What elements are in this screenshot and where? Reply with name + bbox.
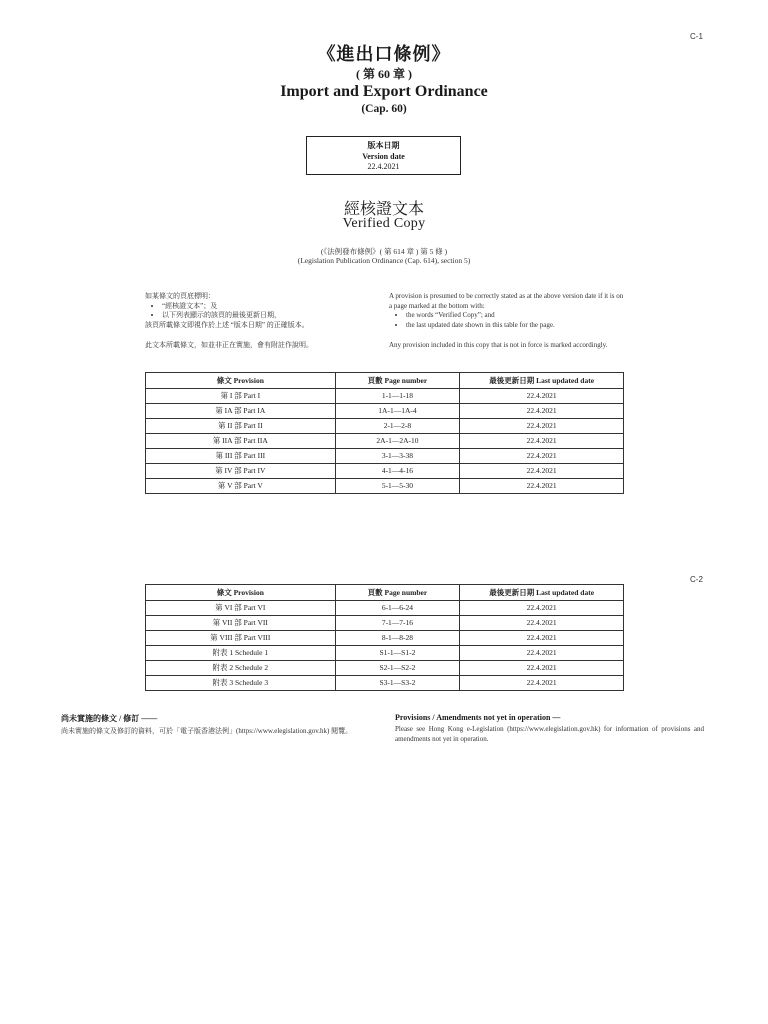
- version-label-zh: 版本日期: [367, 141, 400, 150]
- cell-page-number: 5-1—5-30: [335, 479, 460, 494]
- cell-page-number: 6-1—6-24: [335, 601, 460, 616]
- cell-page-number: 2A-1—2A-10: [335, 434, 460, 449]
- table-row: [146, 661, 624, 676]
- not-in-operation-body-zh: 尚未實施的條文及修訂的資料，可於「電子版香港法例」(https://www.elegislation.gov.hk) 閱覽。: [61, 727, 353, 735]
- not-in-operation-note-zh: [61, 713, 381, 737]
- cell-last-updated: 22.4.2021: [460, 631, 624, 646]
- version-date: 22.4.2021: [367, 162, 400, 171]
- cell-page-number: 8-1—8-28: [335, 631, 460, 646]
- cell-page-number: 3-1—3-38: [335, 449, 460, 464]
- cell-page-number: S3-1—S3-2: [335, 676, 460, 691]
- page-label-c1: C-1: [690, 32, 703, 41]
- cell-provision: 第 VI 部 Part VI: [146, 601, 336, 616]
- column-header-last-updated: 最後更新日期 Last updated date: [460, 585, 624, 601]
- cell-provision: 第 II 部 Part II: [146, 419, 336, 434]
- cell-provision: 附表 2 Schedule 2: [146, 661, 336, 676]
- table-row: [146, 631, 624, 646]
- table-row: [146, 419, 624, 434]
- note-bullets-zh: [145, 302, 375, 321]
- column-header-provision: 條文 Provision: [146, 585, 336, 601]
- cell-provision: 第 III 部 Part III: [146, 449, 336, 464]
- column-header-last-updated: 最後更新日期 Last updated date: [460, 373, 624, 389]
- not-in-operation-body-en: Please see Hong Kong e-Legislation (https://www.elegislation.gov.hk) for information of provisions and amendments not yet in operation.: [395, 725, 704, 743]
- table-row: [146, 389, 624, 404]
- cell-last-updated: 22.4.2021: [460, 616, 624, 631]
- table-row: [146, 676, 624, 691]
- cell-provision: 第 VIII 部 Part VIII: [146, 631, 336, 646]
- cell-page-number: 1-1—1-18: [335, 389, 460, 404]
- note-bullets-en: [389, 311, 624, 330]
- verified-copy-title-zh: 經核證文本: [343, 201, 424, 218]
- not-in-operation-note-en: [395, 713, 704, 744]
- cell-last-updated: 22.4.2021: [460, 479, 624, 494]
- verification-note-en: [389, 292, 624, 351]
- table-header-row: [146, 373, 624, 389]
- table-header-row: [146, 585, 624, 601]
- cell-last-updated: 22.4.2021: [460, 449, 624, 464]
- table-row: [146, 616, 624, 631]
- cell-last-updated: 22.4.2021: [460, 601, 624, 616]
- provisions-table-2: [145, 584, 624, 691]
- provisions-table-1: [145, 372, 624, 494]
- ordinance-title-en: Import and Export Ordinance: [280, 83, 488, 100]
- not-in-operation-heading-zh: 尚未實施的條文 / 修訂 ——: [61, 714, 158, 723]
- not-in-operation-heading-en: Provisions / Amendments not yet in operation —: [395, 713, 561, 722]
- verified-copy-title-en: Verified Copy: [342, 216, 426, 231]
- cell-provision: 第 VII 部 Part VII: [146, 616, 336, 631]
- table-row: [146, 646, 624, 661]
- table-row: [146, 434, 624, 449]
- cell-last-updated: 22.4.2021: [460, 404, 624, 419]
- cell-provision: 附表 1 Schedule 1: [146, 646, 336, 661]
- note-intro-en: A provision is presumed to be correctly stated as at the above version date if it is on a page marked at the bottom with:: [389, 292, 624, 310]
- note-not-in-force-en: Any provision included in this copy that is not in force is marked accordingly.: [389, 341, 608, 349]
- version-date-box: [306, 136, 461, 175]
- cell-last-updated: 22.4.2021: [460, 464, 624, 479]
- note-bullet-en: • the last updated date shown in this table for the page.: [406, 321, 624, 331]
- table-row: [146, 449, 624, 464]
- cell-page-number: 2-1—2-8: [335, 419, 460, 434]
- note-intro-zh: 如某條文的頁底標明：: [145, 292, 215, 300]
- cell-page-number: 7-1—7-16: [335, 616, 460, 631]
- column-header-provision: 條文 Provision: [146, 373, 336, 389]
- cell-provision: 附表 3 Schedule 3: [146, 676, 336, 691]
- cell-last-updated: 22.4.2021: [460, 676, 624, 691]
- note-not-in-force-zh: 此文本所載條文，如並非正在實施，會有附註作說明。: [145, 341, 313, 349]
- column-header-page-number: 頁數 Page number: [335, 373, 460, 389]
- note-outro-zh: 該頁所載條文即視作於上述 “版本日期” 的正確版本。: [145, 320, 309, 329]
- table-row: [146, 479, 624, 494]
- cell-provision: 第 IIA 部 Part IIA: [146, 434, 336, 449]
- table-row: [146, 464, 624, 479]
- cell-last-updated: 22.4.2021: [460, 661, 624, 676]
- cell-page-number: 1A-1—1A-4: [335, 404, 460, 419]
- cell-provision: 第 I 部 Part I: [146, 389, 336, 404]
- cell-page-number: 4-1—4-16: [335, 464, 460, 479]
- cell-last-updated: 22.4.2021: [460, 419, 624, 434]
- note-bullet-en: • the words “Verified Copy”; and: [406, 311, 624, 321]
- verification-note-zh: [145, 292, 375, 351]
- cell-page-number: S2-1—S2-2: [335, 661, 460, 676]
- legislation-source-en: (Legislation Publication Ordinance (Cap. 614), section 5): [297, 256, 471, 265]
- cell-provision: 第 V 部 Part V: [146, 479, 336, 494]
- table-row: [146, 404, 624, 419]
- note-bullet-zh: • “經核證文本”；及: [162, 302, 375, 312]
- cell-provision: 第 IA 部 Part IA: [146, 404, 336, 419]
- cell-last-updated: 22.4.2021: [460, 434, 624, 449]
- cell-provision: 第 IV 部 Part IV: [146, 464, 336, 479]
- version-label-en: Version date: [362, 151, 405, 161]
- column-header-page-number: 頁數 Page number: [335, 585, 460, 601]
- chapter-number-en: (Cap. 60): [361, 103, 407, 115]
- note-bullet-zh: • 以下列表顯示的該頁的最後更新日期，: [162, 311, 375, 321]
- table-row: [146, 601, 624, 616]
- page-label-c2: C-2: [690, 575, 703, 584]
- cell-last-updated: 22.4.2021: [460, 646, 624, 661]
- ordinance-title-zh: 《進出口條例》: [317, 44, 451, 64]
- cell-last-updated: 22.4.2021: [460, 389, 624, 404]
- chapter-number-zh: ( 第 60 章 ): [356, 67, 412, 81]
- legislation-source-zh: (《法例發布條例》( 第 614 章 ) 第 5 條 ): [320, 247, 448, 256]
- cell-page-number: S1-1—S1-2: [335, 646, 460, 661]
